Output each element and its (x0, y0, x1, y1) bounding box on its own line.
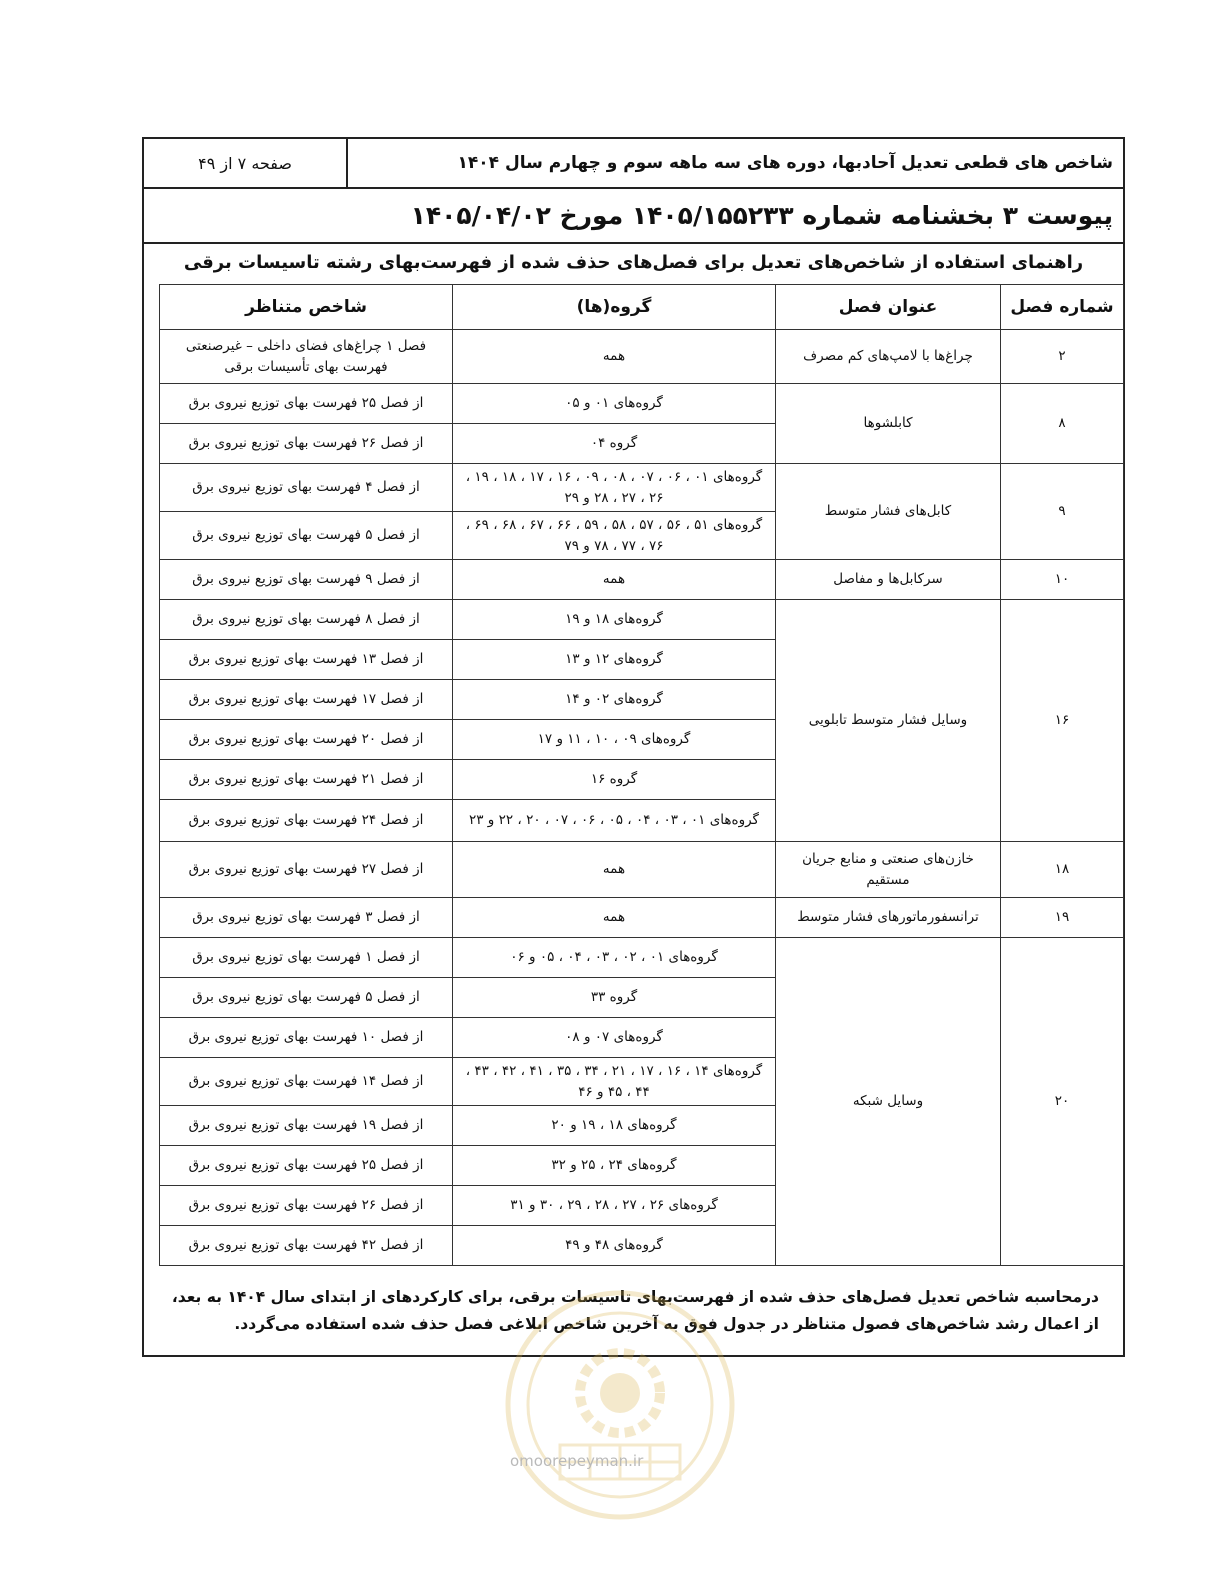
chapter-title-cell: ترانسفورماتورهای فشار متوسط (776, 898, 1001, 938)
table-header-row (160, 285, 1124, 330)
groups-cell: گروه‌های ۱۲ و ۱۳ (453, 640, 776, 680)
groups-cell: گروه‌های ۰۱ ، ۰۳ ، ۰۴ ، ۰۵ ، ۰۶ ، ۰۷ ، ۲۰ ، ۲۲ و ۲۳ (453, 800, 776, 842)
chapter-title-cell: وسایل شبکه (776, 938, 1001, 1266)
groups-cell: گروه‌های ۲۴ ، ۲۵ و ۳۲ (453, 1146, 776, 1186)
groups-cell: گروه‌های ۲۶ ، ۲۷ ، ۲۸ ، ۲۹ ، ۳۰ و ۳۱ (453, 1186, 776, 1226)
page-header (144, 139, 1123, 189)
chapter-number-cell: ۱۸ (1001, 842, 1124, 898)
col-header-index: شاخص متناظر (160, 285, 453, 330)
index-cell: از فصل ۲۵ فهرست بهای توزیع نیروی برق (160, 1146, 453, 1186)
header-title: شاخص های قطعی تعدیل آحادبها، دوره های سه ماهه سوم و چهارم سال ۱۴۰۴ (457, 153, 1113, 173)
index-cell: فصل ۱ چراغ‌های فضای داخلی – غیرصنعتی فهرست بهای تأسیسات برقی (160, 330, 453, 384)
index-cell: از فصل ۲۶ فهرست بهای توزیع نیروی برق (160, 424, 453, 464)
chapter-number-cell: ۲ (1001, 330, 1124, 384)
index-cell: از فصل ۱۰ فهرست بهای توزیع نیروی برق (160, 1018, 453, 1058)
index-cell: از فصل ۲۵ فهرست بهای توزیع نیروی برق (160, 384, 453, 424)
chapter-number-cell: ۱۶ (1001, 600, 1124, 842)
index-cell: از فصل ۴ فهرست بهای توزیع نیروی برق (160, 464, 453, 512)
groups-cell: همه (453, 560, 776, 600)
table-row (160, 938, 1124, 978)
index-cell: از فصل ۱ فهرست بهای توزیع نیروی برق (160, 938, 453, 978)
footnote: درمحاسبه شاخص تعدیل فصل‌های حذف شده از فهرست‌بهای تاسیسات برقی، برای کارکردهای از ابتدای سال ۱۴۰۴ به بعد، از اعمال رشد شاخص‌های فصول متناظر در جدول فوق به آخرین شاخص ابلاغی فصل حذف شده استفاده می‌گردد. (171, 1288, 1099, 1334)
table-body (160, 330, 1124, 1266)
table-row (160, 384, 1124, 424)
table-row (160, 600, 1124, 640)
groups-cell: گروه ۳۳ (453, 978, 776, 1018)
table-row (160, 842, 1124, 898)
table-row (160, 330, 1124, 384)
groups-cell: گروه‌های ۰۷ و ۰۸ (453, 1018, 776, 1058)
index-cell: از فصل ۵ فهرست بهای توزیع نیروی برق (160, 512, 453, 560)
index-cell: از فصل ۹ فهرست بهای توزیع نیروی برق (160, 560, 453, 600)
table-row (160, 898, 1124, 938)
groups-cell: گروه ۰۴ (453, 424, 776, 464)
groups-cell: گروه‌های ۰۹ ، ۱۰ ، ۱۱ و ۱۷ (453, 720, 776, 760)
groups-cell: گروه ۱۶ (453, 760, 776, 800)
chapter-title-cell: وسایل فشار متوسط تابلویی (776, 600, 1001, 842)
index-cell: از فصل ۱۷ فهرست بهای توزیع نیروی برق (160, 680, 453, 720)
chapter-number-cell: ۱۹ (1001, 898, 1124, 938)
table-row (160, 464, 1124, 512)
document-frame (142, 137, 1125, 1357)
index-cell: از فصل ۴۲ فهرست بهای توزیع نیروی برق (160, 1226, 453, 1266)
groups-cell: گروه‌های ۱۴ ، ۱۶ ، ۱۷ ، ۲۱ ، ۳۴ ، ۳۵ ، ۴۱ ، ۴۲ ، ۴۳ ، ۴۴ ، ۴۵ و ۴۶ (453, 1058, 776, 1106)
groups-cell: گروه‌های ۰۱ ، ۰۲ ، ۰۳ ، ۰۴ ، ۰۵ و ۰۶ (453, 938, 776, 978)
table-row (160, 560, 1124, 600)
chapter-number-cell: ۹ (1001, 464, 1124, 560)
chapter-number-cell: ۲۰ (1001, 938, 1124, 1266)
col-header-groups: گروه(ها) (453, 285, 776, 330)
chapter-number-cell: ۱۰ (1001, 560, 1124, 600)
index-cell: از فصل ۲۱ فهرست بهای توزیع نیروی برق (160, 760, 453, 800)
groups-cell: گروه‌های ۱۸ و ۱۹ (453, 600, 776, 640)
index-cell: از فصل ۱۳ فهرست بهای توزیع نیروی برق (160, 640, 453, 680)
chapter-title-cell: کابل‌های فشار متوسط (776, 464, 1001, 560)
groups-cell: گروه‌های ۰۲ و ۱۴ (453, 680, 776, 720)
groups-cell: گروه‌های ۰۱ ، ۰۶ ، ۰۷ ، ۰۸ ، ۰۹ ، ۱۶ ، ۱۷ ، ۱۸ ، ۱۹ ، ۲۶ ، ۲۷ ، ۲۸ و ۲۹ (453, 464, 776, 512)
chapter-number-cell: ۸ (1001, 384, 1124, 464)
index-cell: از فصل ۱۴ فهرست بهای توزیع نیروی برق (160, 1058, 453, 1106)
chapter-title-cell: چراغ‌ها با لامپ‌های کم مصرف (776, 330, 1001, 384)
annex-title: پیوست ۳ بخشنامه شماره ۱۴۰۵/۱۵۵۲۳۳ مورخ ۱۴۰۵/۰۴/۰۲ (144, 189, 1123, 244)
table-subtitle: راهنمای استفاده از شاخص‌های تعدیل برای فصل‌های حذف شده از فهرست‌بهای رشته تاسیسات برقی (183, 252, 1084, 273)
index-cell: از فصل ۱۹ فهرست بهای توزیع نیروی برق (160, 1106, 453, 1146)
index-cell: از فصل ۲۷ فهرست بهای توزیع نیروی برق (160, 842, 453, 898)
index-cell: از فصل ۲۴ فهرست بهای توزیع نیروی برق (160, 800, 453, 842)
col-header-chapter-no: شماره فصل (1001, 285, 1124, 330)
index-cell: از فصل ۸ فهرست بهای توزیع نیروی برق (160, 600, 453, 640)
groups-cell: گروه‌های ۰۱ و ۰۵ (453, 384, 776, 424)
chapters-table (159, 284, 1124, 1266)
chapter-title-cell: خازن‌های صنعتی و منابع جریان مستقیم (776, 842, 1001, 898)
groups-cell: همه (453, 842, 776, 898)
groups-cell: گروه‌های ۵۱ ، ۵۶ ، ۵۷ ، ۵۸ ، ۵۹ ، ۶۶ ، ۶۷ ، ۶۸ ، ۶۹ ، ۷۶ ، ۷۷ ، ۷۸ و ۷۹ (453, 512, 776, 560)
watermark-site: omoorepeyman.ir (510, 1452, 644, 1470)
index-cell: از فصل ۳ فهرست بهای توزیع نیروی برق (160, 898, 453, 938)
groups-cell: همه (453, 898, 776, 938)
chapter-title-cell: سرکابل‌ها و مفاصل (776, 560, 1001, 600)
groups-cell: گروه‌های ۱۸ ، ۱۹ و ۲۰ (453, 1106, 776, 1146)
col-header-chapter-title: عنوان فصل (776, 285, 1001, 330)
index-cell: از فصل ۲۶ فهرست بهای توزیع نیروی برق (160, 1186, 453, 1226)
chapter-title-cell: کابلشوها (776, 384, 1001, 464)
groups-cell: گروه‌های ۴۸ و ۴۹ (453, 1226, 776, 1266)
groups-cell: همه (453, 330, 776, 384)
index-cell: از فصل ۵ فهرست بهای توزیع نیروی برق (160, 978, 453, 1018)
page-number: صفحه ۷ از ۴۹ (144, 139, 348, 187)
index-cell: از فصل ۲۰ فهرست بهای توزیع نیروی برق (160, 720, 453, 760)
